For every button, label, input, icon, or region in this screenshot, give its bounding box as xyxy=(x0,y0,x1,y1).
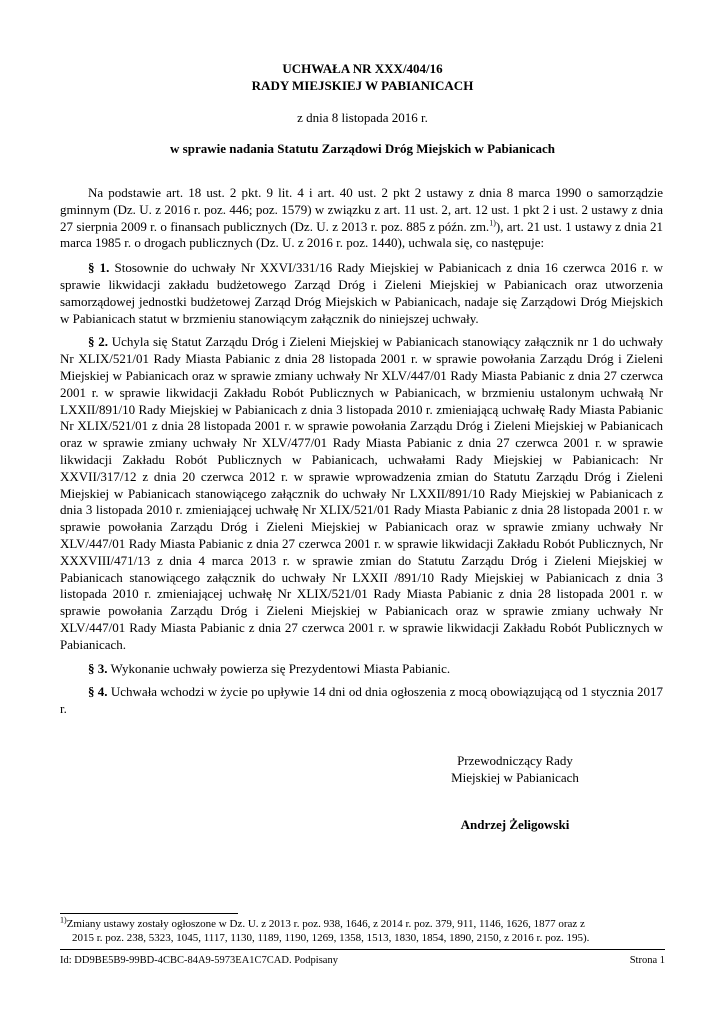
footnote-line-1 xyxy=(60,915,665,932)
section-3 xyxy=(60,661,663,678)
resolution-date: z dnia 8 listopada 2016 r. xyxy=(297,110,428,125)
section-1-text: Stosownie do uchwały Nr XXVI/331/16 Rady Miejskiej w Pabianicach z dnia 16 czerwca 2016 r. w sprawie likwidacji zakładu budżetowego Zarząd Dróg i Zieleni Miejskiej w Pabianicach oraz utworzenia samorządowej jednostki budżetowej Zarząd Dróg Miejskich w Pabianicach, nadaje się Zarządowi Dróg Miejskich w Pabianicach statut w brzmieniu stanowiącym załącznik do niniejszej uchwały. xyxy=(60,260,664,326)
footer-divider xyxy=(60,949,665,950)
resolution-subject: w sprawie nadania Statutu Zarządowi Dróg Miejskich w Pabianicach xyxy=(170,141,555,156)
resolution-title xyxy=(0,60,725,94)
section-3-label: § 3. xyxy=(88,660,108,676)
footnote-text-1: Zmiany ustawy zostały ogłoszone w Dz. U. z 2013 r. poz. 938, 1646, z 2014 r. poz. 379, 911, 1146, 1626, 1877 oraz z xyxy=(66,918,585,930)
document-id: Id: DD9BE5B9-99BD-4CBC-84A9-5973EA1C7CAD. Podpisany xyxy=(60,955,338,966)
title-line-2: RADY MIEJSKIEJ W PABIANICACH xyxy=(251,78,474,93)
page-number: Strona 1 xyxy=(629,955,665,966)
section-1 xyxy=(60,260,663,327)
footnote xyxy=(60,915,665,945)
section-4-label: § 4. xyxy=(88,684,108,700)
signature-role-line-1: Przewodniczący Rady xyxy=(457,753,573,768)
section-3-text: Wykonanie uchwały powierza się Prezydentowi Miasta Pabianic. xyxy=(110,660,451,676)
preamble xyxy=(60,185,663,252)
section-2-label: § 2. xyxy=(88,334,108,350)
footnote-marker: 1) xyxy=(60,915,67,925)
section-4-text: Uchwała wchodzi w życie po upływie 14 dni od dnia ogłoszenia z mocą obowiązującą od 1 stycznia 2017 r. xyxy=(60,684,664,717)
section-2 xyxy=(60,334,663,653)
signer-name: Andrzej Żeligowski xyxy=(460,817,570,832)
section-4 xyxy=(60,684,663,718)
section-2-text: Uchyla się Statut Zarządu Dróg i Zieleni Miejskiej w Pabianicach stanowiący załącznik nr 1 do uchwały Nr XLIX/521/01 Rady Miasta Pabianic z dnia 28 listopada 2001 r. w sprawie powołania Zarządu Dróg i Zieleni Miejskiej w Pabianicach oraz w sprawie zmiany uchwały Nr XLV/447/01 Rady Miasta Pabianic z dnia 27 czerwca 2001 r. w sprawie likwidacji Zakładu Robót Publicznych w Pabianicach, w brzmieniu ustalonym uchwałą Nr LXXII/891/10 Rady Miejskiej w Pabianicach z dnia 3 listopada 2010 r. zmieniającą uchwałę Rady Miasta Pabianic Nr XLIX/521/01 z dnia 28 listopada 2001 r. w sprawie powołania Zarządu Dróg i Zieleni Miejskiej w Pabianicach oraz w sprawie zmiany uchwały Nr XLV/477/01 Rady Miasta Pabianic z dnia 27 czerwca 2001 r. w sprawie likwidacji Zakładu Robót Publicznych w Pabianicach, uchwałami Rady Miejskiej w Pabianicach: Nr XXVII/317/12 z dnia 20 czerwca 2012 r. w sprawie wprowadzenia zmian do Statutu Zarządu Dróg i Zieleni Miejskiej w Pabianicach stanowiącego załącznik do uchwały Nr LXXII/891/10 Rady Miejskiej w Pabianicach z dnia 3 listopada 2010 r. zmieniającej uchwałę Nr XLIX/521/01 Rady Miasta Pabianic z dnia 28 listopada 2001 r. w sprawie powołania Zarządu Dróg i Zieleni Miejskiej w Pabianicach oraz w sprawie zmiany uchwały Nr XLV/447/01 Rady Miasta Pabianic z dnia 27 czerwca 2001 r. w sprawie likwidacji Zakładu Robót Publicznych, Nr XXXVIII/471/13 z dnia 4 marca 2013 r. w sprawie zmian do Statutu Zarządu Dróg i Zieleni Miejskiej w Pabianicach stanowiącego załącznik do uchwały Nr LXXII /891/10 Rady Miejskiej w Pabianicach z dnia 3 listopada 2010 r. zmieniającej uchwałę Nr XLIX/521/01 Rady Miasta Pabianic z dnia 28 listopada 2001 r. w sprawie powołania Zarządu Dróg i Zieleni Miejskiej w Pabianicach oraz w sprawie zmiany uchwały Nr XLV/447/01 Rady Miasta Pabianic z dnia 27 czerwca 2001 r. w sprawie likwidacji Zakładu Robót Publicznych w Pabianicach. xyxy=(60,334,663,652)
signature-role xyxy=(430,752,600,786)
preamble-text-1: Na podstawie art. 18 ust. 2 pkt. 9 lit. 4 i art. 40 ust. 2 pkt 2 ustawy z dnia 8 marca 1990 o samorządzie gminnym (Dz. U. z 2016 r. poz. 446; poz. 1579) w związku z art. 11 ust. 2, art. 12 ust. 1 pkt 2 i ust. 2 ustawy z dnia 27 sierpnia 2009 r. o finansach publicznych (Dz. U. z 2013 r. poz. 885 z późn. zm. xyxy=(60,185,663,234)
footnote-line-2: 2015 r. poz. 238, 5323, 1045, 1117, 1130, 1189, 1190, 1269, 1358, 1513, 1830, 1854, 1890, 2150, z 2016 r. poz. 195). xyxy=(72,931,590,944)
preamble-text-2: ), art. 21 ust. 1 ustawy z dnia 21 marca 1985 r. o drogach publicznych (Dz. U. z 2016 r. poz. 1440), uchwala się, co następuje: xyxy=(60,218,663,251)
footnote-divider xyxy=(60,913,238,914)
section-1-label: § 1. xyxy=(88,260,110,276)
title-line-1: UCHWAŁA NR XXX/404/16 xyxy=(282,61,443,76)
footnote-reference: 1) xyxy=(489,218,496,228)
signature-role-line-2: Miejskiej w Pabianicach xyxy=(451,770,579,785)
resolution-body xyxy=(60,185,663,725)
